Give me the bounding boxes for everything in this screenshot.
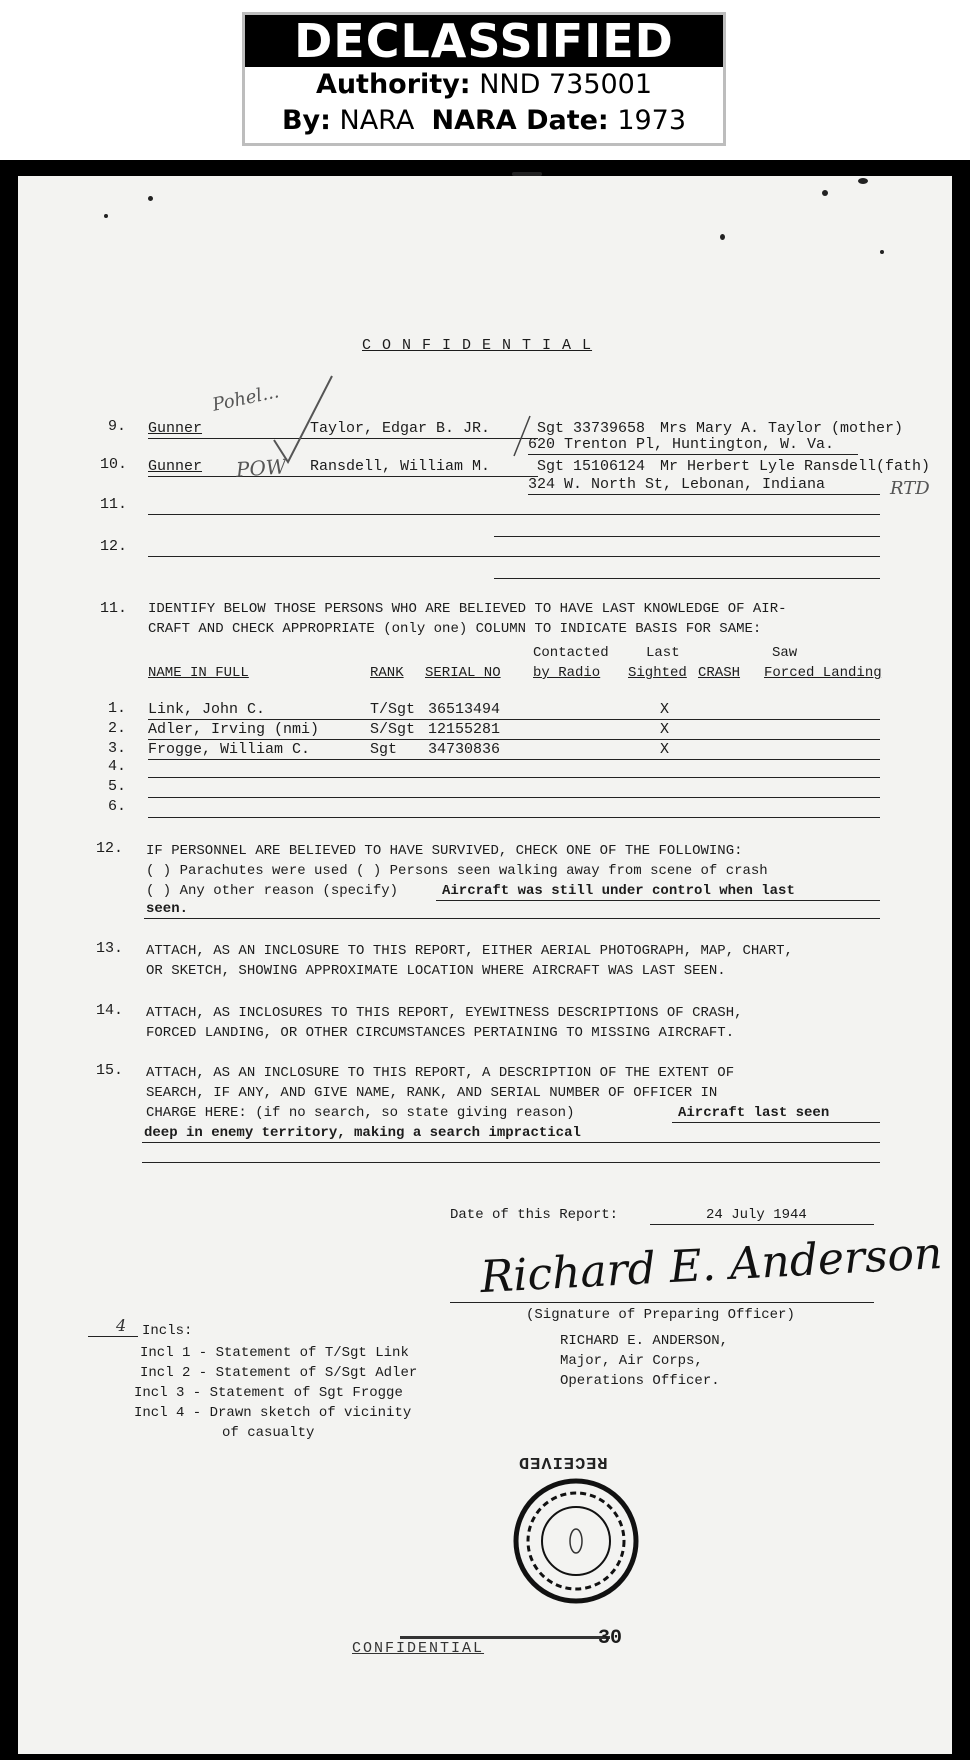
col-header: SERIAL NO	[425, 665, 501, 681]
section12-line2: ( ) Parachutes were used ( ) Persons seen walking away from scene of crash	[146, 863, 768, 879]
section12-answer: Aircraft was still under control when last	[442, 883, 795, 899]
section15-line3: CHARGE HERE: (if no search, so state giving reason)	[146, 1105, 575, 1121]
crew-position: Gunner	[148, 420, 203, 437]
inclosure-item: of casualty	[222, 1425, 315, 1441]
officer-title: Operations Officer.	[560, 1373, 720, 1389]
section14-line1: ATTACH, AS INCLOSURES TO THIS REPORT, EYEWITNESS DESCRIPTIONS OF CRASH,	[146, 1005, 743, 1021]
report-date: 24 July 1944	[706, 1207, 807, 1223]
crew-position: Gunner	[148, 458, 203, 475]
section12-answer: seen.	[146, 901, 189, 917]
section12-line1: IF PERSONNEL ARE BELIEVED TO HAVE SURVIVED, CHECK ONE OF THE FOLLOWING:	[146, 843, 743, 859]
handwritten-note: RTD	[890, 478, 930, 499]
crew-serial: 33739658	[573, 420, 646, 437]
witness-serial: 12155281	[428, 721, 501, 738]
col-header: Sighted	[628, 665, 687, 681]
report-date-label: Date of this Report:	[450, 1207, 619, 1223]
witness-name: Link, John C.	[148, 701, 266, 718]
crew-row-num: 10.	[100, 456, 128, 473]
col-header: RANK	[370, 665, 404, 681]
section-number: 13.	[96, 940, 124, 957]
officer-rank: Major, Air Corps,	[560, 1353, 703, 1369]
section15-answer: Aircraft last seen	[678, 1105, 830, 1121]
table-row-num: 2.	[108, 720, 127, 737]
crew-address: 324 W. North St, Lebonan, Indiana	[528, 476, 826, 493]
crew-address: 620 Trenton Pl, Huntington, W. Va.	[528, 436, 835, 453]
witness-name: Adler, Irving (nmi)	[148, 721, 320, 738]
col-header: Last	[646, 645, 680, 661]
witness-name: Frogge, William C.	[148, 741, 311, 758]
col-header: Forced Landing	[764, 665, 882, 681]
section13-line1: ATTACH, AS AN INCLOSURE TO THIS REPORT, EITHER AERIAL PHOTOGRAPH, MAP, CHART,	[146, 943, 793, 959]
declassified-stamp	[242, 12, 726, 146]
witness-mark: X	[660, 721, 670, 738]
col-header: Saw	[772, 645, 798, 661]
witness-rank: S/Sgt	[370, 721, 416, 738]
crew-row-num: 12.	[100, 538, 128, 555]
crew-rank: Sgt	[537, 458, 565, 475]
stamp-title: DECLASSIFIED	[245, 15, 723, 67]
table-row-num: 5.	[108, 778, 127, 795]
round-seal-icon	[513, 1478, 639, 1604]
section-number: 12.	[96, 840, 124, 857]
section-number: 15.	[96, 1062, 124, 1079]
witness-serial: 34730836	[428, 741, 501, 758]
received-stamp: RECEIVED	[518, 1452, 608, 1471]
witness-rank: Sgt	[370, 741, 398, 758]
crew-kin: Mr Herbert Lyle Ransdell(fath)	[660, 458, 931, 475]
col-header: by Radio	[533, 665, 601, 681]
crew-serial: 15106124	[573, 458, 646, 475]
table-row-num: 1.	[108, 700, 127, 717]
section11-line2: CRAFT AND CHECK APPROPRIATE (only one) COLUMN TO INDICATE BASIS FOR SAME:	[148, 621, 762, 637]
inclosure-item: Incl 1 - Statement of T/Sgt Link	[140, 1345, 409, 1361]
section15-line1: ATTACH, AS AN INCLOSURE TO THIS REPORT, A DESCRIPTION OF THE EXTENT OF	[146, 1065, 735, 1081]
inclosure-item: Incl 3 - Statement of Sgt Frogge	[134, 1385, 403, 1401]
section13-line2: OR SKETCH, SHOWING APPROXIMATE LOCATION WHERE AIRCRAFT WAS LAST SEEN.	[146, 963, 726, 979]
signature-caption: (Signature of Preparing Officer)	[526, 1307, 795, 1323]
section-number: 11.	[100, 600, 128, 617]
officer-name: RICHARD E. ANDERSON,	[560, 1333, 729, 1349]
crew-rank: Sgt	[537, 420, 565, 437]
witness-mark: X	[660, 741, 670, 758]
inclosure-item: Incl 4 - Drawn sketch of vicinity	[134, 1405, 412, 1421]
signature: Richard E. Anderson	[478, 1227, 944, 1304]
table-row-num: 4.	[108, 758, 127, 775]
col-header: NAME IN FULL	[148, 665, 249, 681]
crew-row-num: 9.	[108, 418, 127, 435]
inclosure-item: Incl 2 - Statement of S/Sgt Adler	[140, 1365, 418, 1381]
col-header: CRASH	[698, 665, 741, 681]
handwritten-note: Pohel...	[210, 381, 281, 416]
classification-header: C O N F I D E N T I A L	[362, 337, 593, 354]
checkmark-icon	[270, 370, 340, 470]
section14-line2: FORCED LANDING, OR OTHER CIRCUMSTANCES PERTAINING TO MISSING AIRCRAFT.	[146, 1025, 735, 1041]
table-row-num: 6.	[108, 798, 127, 815]
crew-name: Taylor, Edgar B. JR.	[310, 420, 491, 437]
section11-line1: IDENTIFY BELOW THOSE PERSONS WHO ARE BELIEVED TO HAVE LAST KNOWLEDGE OF AIR-	[148, 601, 787, 617]
table-row-num: 3.	[108, 740, 127, 757]
footer-classification: CONFIDENTIAL	[352, 1640, 485, 1657]
witness-serial: 36513494	[428, 701, 501, 718]
inclosures-label: Incls:	[142, 1323, 193, 1339]
crew-row-num: 11.	[100, 496, 128, 513]
col-header: Contacted	[533, 645, 609, 661]
crew-kin: Mrs Mary A. Taylor (mother)	[660, 420, 904, 437]
witness-rank: T/Sgt	[370, 701, 416, 718]
inclosure-count: 4	[116, 1316, 127, 1335]
crew-name: Ransdell, William M.	[310, 458, 491, 475]
stamp-authority: Authority: NND 735001	[315, 69, 653, 100]
stamp-by: By: NARA NARA Date: 1973	[281, 105, 687, 136]
section12-line3: ( ) Any other reason (specify)	[146, 883, 399, 899]
witness-mark: X	[660, 701, 670, 718]
checkmark-icon	[508, 410, 538, 462]
section-number: 14.	[96, 1002, 124, 1019]
section15-line2: SEARCH, IF ANY, AND GIVE NAME, RANK, AND SERIAL NUMBER OF OFFICER IN	[146, 1085, 718, 1101]
handwritten-note: POW	[235, 454, 288, 482]
footer-number: 30	[598, 1627, 623, 1650]
section15-answer: deep in enemy territory, making a search impractical	[144, 1125, 581, 1141]
